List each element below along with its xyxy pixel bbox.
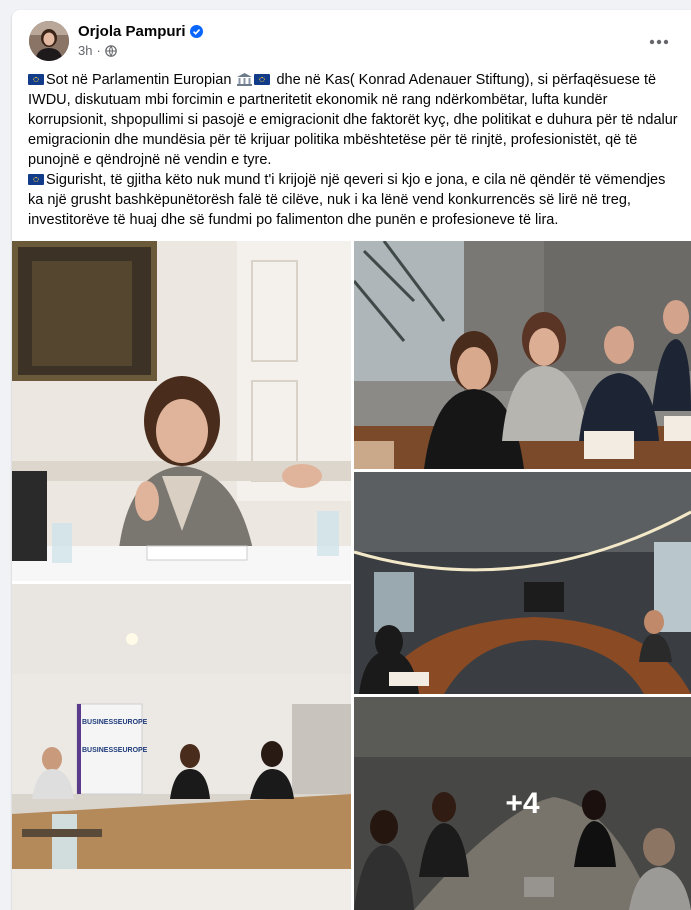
post-card bbox=[12, 10, 691, 910]
eu-flag-icon bbox=[28, 174, 44, 185]
more-options-button[interactable] bbox=[641, 28, 677, 56]
more-options-icon bbox=[649, 39, 669, 45]
post-header bbox=[12, 10, 691, 72]
post-paragraph-2 bbox=[28, 170, 680, 230]
paragraph-2-text: Sigurisht, të gjitha këto nuk mund t'i krijojë një qeveri si kjo e jona, e cila në qëndër të vëmendjes ka një grusht bashkëpunëtorësh falë të cilëve, nuk i ka lënë vend konkurrencës së lirë në treg, investitorëve të huaj dhe së fundmi po falimenton dhe punën e profesioneve të lira. bbox=[28, 172, 666, 228]
photo-more-overlay[interactable] bbox=[354, 697, 691, 910]
paragraph-1-start: Sot në Parlamentin Europian bbox=[46, 72, 236, 88]
meta-separator: · bbox=[96, 43, 101, 58]
classical-building-icon bbox=[237, 73, 252, 86]
post-timestamp[interactable]: 3h bbox=[78, 43, 93, 58]
more-photos-count: +4 bbox=[354, 697, 691, 910]
post-paragraph-1 bbox=[28, 70, 680, 170]
banner-label-1: BUSINESSEUROPE bbox=[82, 719, 148, 726]
post-body bbox=[28, 70, 680, 230]
photo-businesseurope-meeting[interactable] bbox=[12, 584, 351, 910]
eu-flag-icon bbox=[254, 74, 270, 85]
photo-panel[interactable] bbox=[354, 241, 691, 469]
author-row bbox=[78, 23, 203, 40]
paragraph-1-end: dhe në Kas( Konrad Adenauer Stiftung), si përfaqësuese të IWDU, diskutuam mbi forcimin e partneritetit ekonomik në rang ndërkombëtar, lufta kundër korrupsionit, shpopullimi si pasojë e emigracionit dhe faktorët kyç, dhe politikat e duhura për të ndalur emigracionin dhe mundësia për të krijuar politika mbështetëse për të rinjtë, profesionistët, që të punojnë e qëndrojnë në vendin e tyre. bbox=[28, 72, 678, 168]
photo-conference-room[interactable] bbox=[354, 472, 691, 694]
photo-speaker[interactable] bbox=[12, 241, 351, 581]
verified-badge-icon bbox=[190, 25, 203, 38]
eu-flag-icon bbox=[28, 74, 44, 85]
globe-icon[interactable] bbox=[105, 45, 117, 57]
banner-label-2: BUSINESSEUROPE bbox=[82, 747, 148, 754]
post-meta bbox=[78, 43, 117, 58]
author-avatar[interactable] bbox=[29, 21, 69, 61]
author-name[interactable]: Orjola Pampuri bbox=[78, 23, 186, 40]
